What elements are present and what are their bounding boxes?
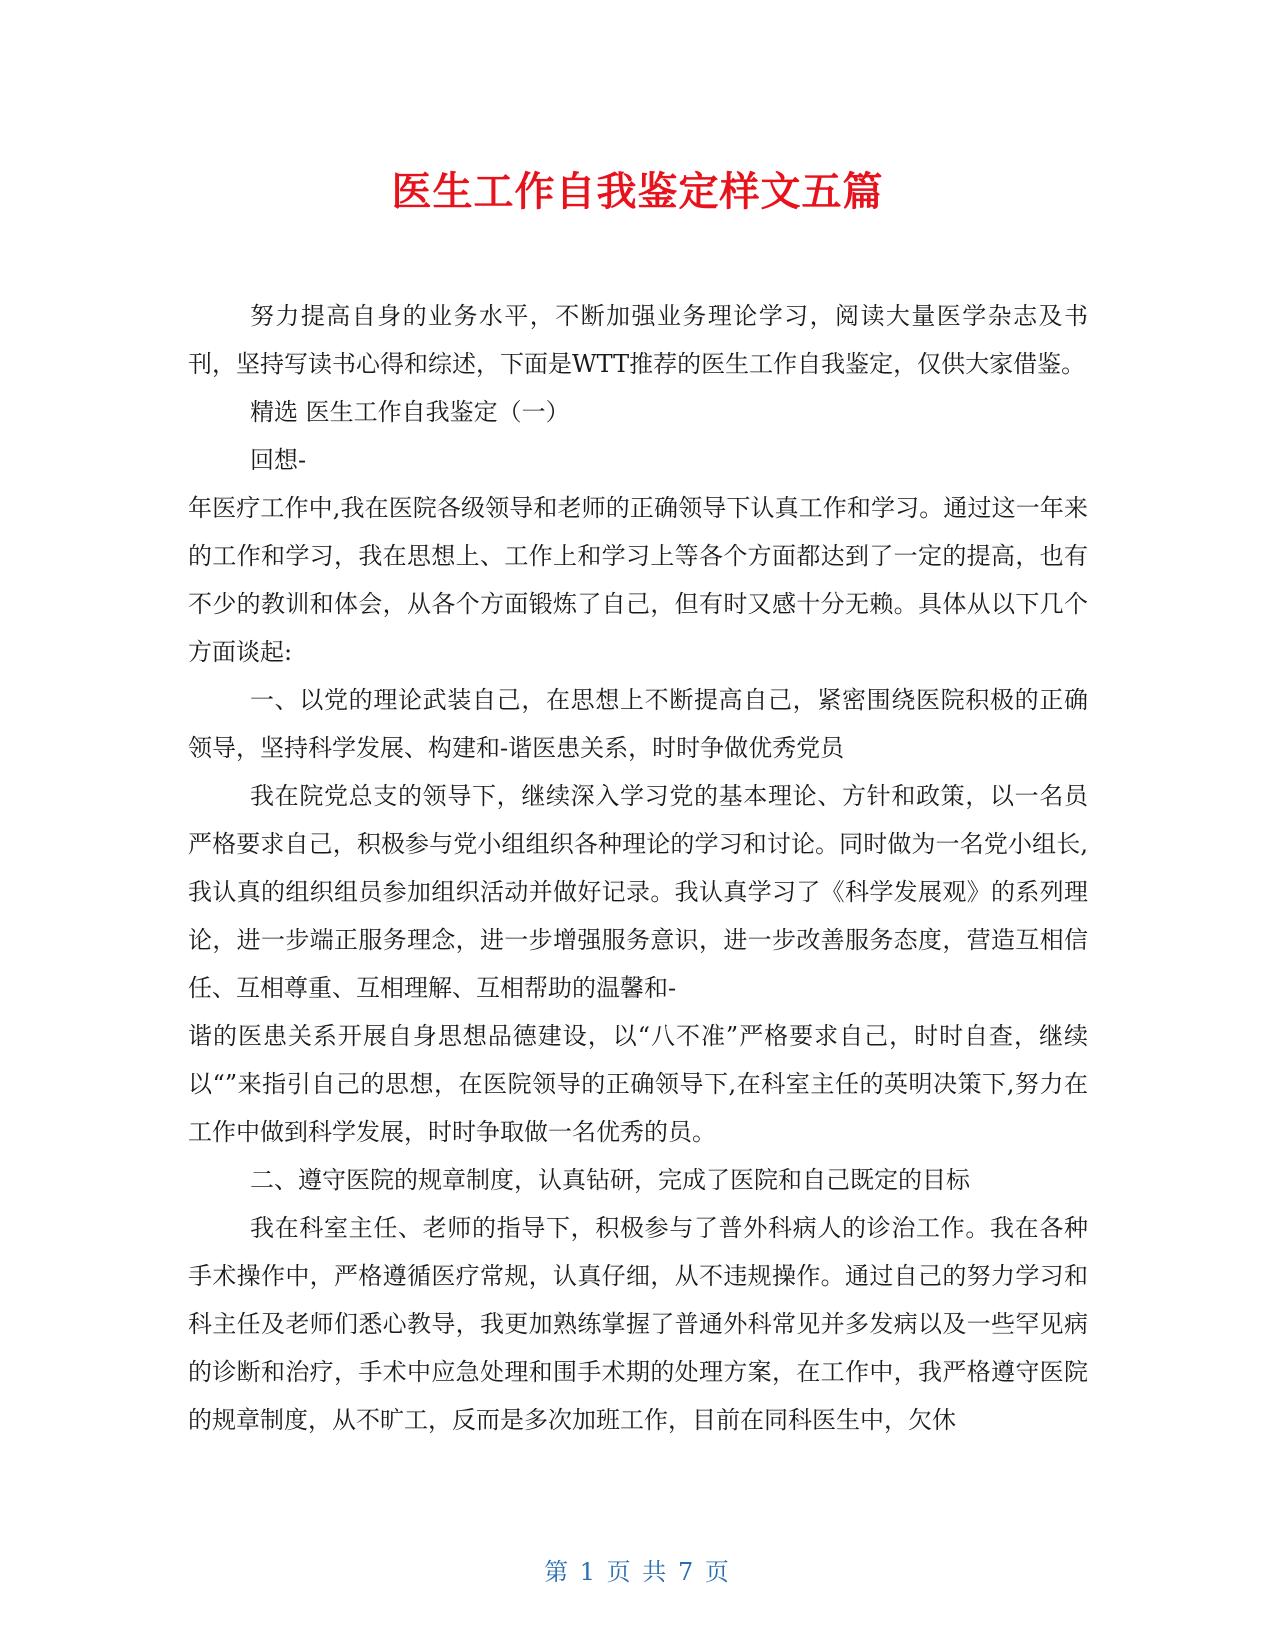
paragraph: 努力提高自身的业务水平，不断加强业务理论学习，阅读大量医学杂志及书刊，坚持写读书心得和综述，下面是WTT推荐的医生工作自我鉴定，仅供大家借鉴。 bbox=[188, 302, 1088, 378]
document-body bbox=[188, 292, 1088, 1444]
current-page-number: 1 bbox=[579, 1558, 598, 1586]
total-pages-number: 7 bbox=[677, 1558, 696, 1586]
footer-middle: 页 共 bbox=[606, 1558, 669, 1586]
paragraph: 二、遵守医院的规章制度，认真钻研，完成了医院和自己既定的目标 bbox=[250, 1166, 970, 1194]
paragraph: 一、以党的理论武装自己，在思想上不断提高自己，紧密围绕医院积极的正确领导，坚持科学发展、构建和-谐医患关系，时时争做优秀党员 bbox=[188, 686, 1088, 762]
footer-suffix: 页 bbox=[704, 1558, 731, 1586]
page-footer bbox=[0, 1552, 1275, 1587]
paragraph: 谐的医患关系开展自身思想品德建设，以“八不准”严格要求自己，时时自查，继续以“”来指引自己的思想，在医院领导的正确领导下,在科室主任的英明决策下,努力在工作中做到科学发展，时时争取做一名优秀的员。 bbox=[188, 1022, 1088, 1146]
document-title: 医生工作自我鉴定样文五篇 bbox=[391, 169, 884, 215]
footer-prefix: 第 bbox=[544, 1558, 571, 1586]
paragraph: 回想- bbox=[250, 446, 307, 474]
paragraph: 年医疗工作中,我在医院各级领导和老师的正确领导下认真工作和学习。通过这一年来的工作和学习，我在思想上、工作上和学习上等各个方面都达到了一定的提高，也有不少的教训和体会，从各个方面锻炼了自己，但有时又感十分无赖。具体从以下几个方面谈起: bbox=[188, 494, 1088, 666]
section-heading: 精选 医生工作自我鉴定（一） bbox=[250, 398, 570, 426]
paragraph: 我在科室主任、老师的指导下，积极参与了普外科病人的诊治工作。我在各种手术操作中，严格遵循医疗常规，认真仔细，从不违规操作。通过自己的努力学习和科主任及老师们悉心教导，我更加熟练掌握了普通外科常见并多发病以及一些罕见病的诊断和治疗，手术中应急处理和围手术期的处理方案，在工作中，我严格遵守医院的规章制度，从不旷工，反而是多次加班工作，目前在同科医生中，欠休 bbox=[188, 1214, 1088, 1434]
paragraph: 我在院党总支的领导下，继续深入学习党的基本理论、方针和政策，以一名员严格要求自己，积极参与党小组组织各种理论的学习和讨论。同时做为一名党小组长,我认真的组织组员参加组织活动并做好记录。我认真学习了《科学发展观》的系列理论，进一步端正服务理念，进一步增强服务意识，进一步改善服务态度，营造互相信任、互相尊重、互相理解、互相帮助的温馨和- bbox=[188, 782, 1088, 1002]
